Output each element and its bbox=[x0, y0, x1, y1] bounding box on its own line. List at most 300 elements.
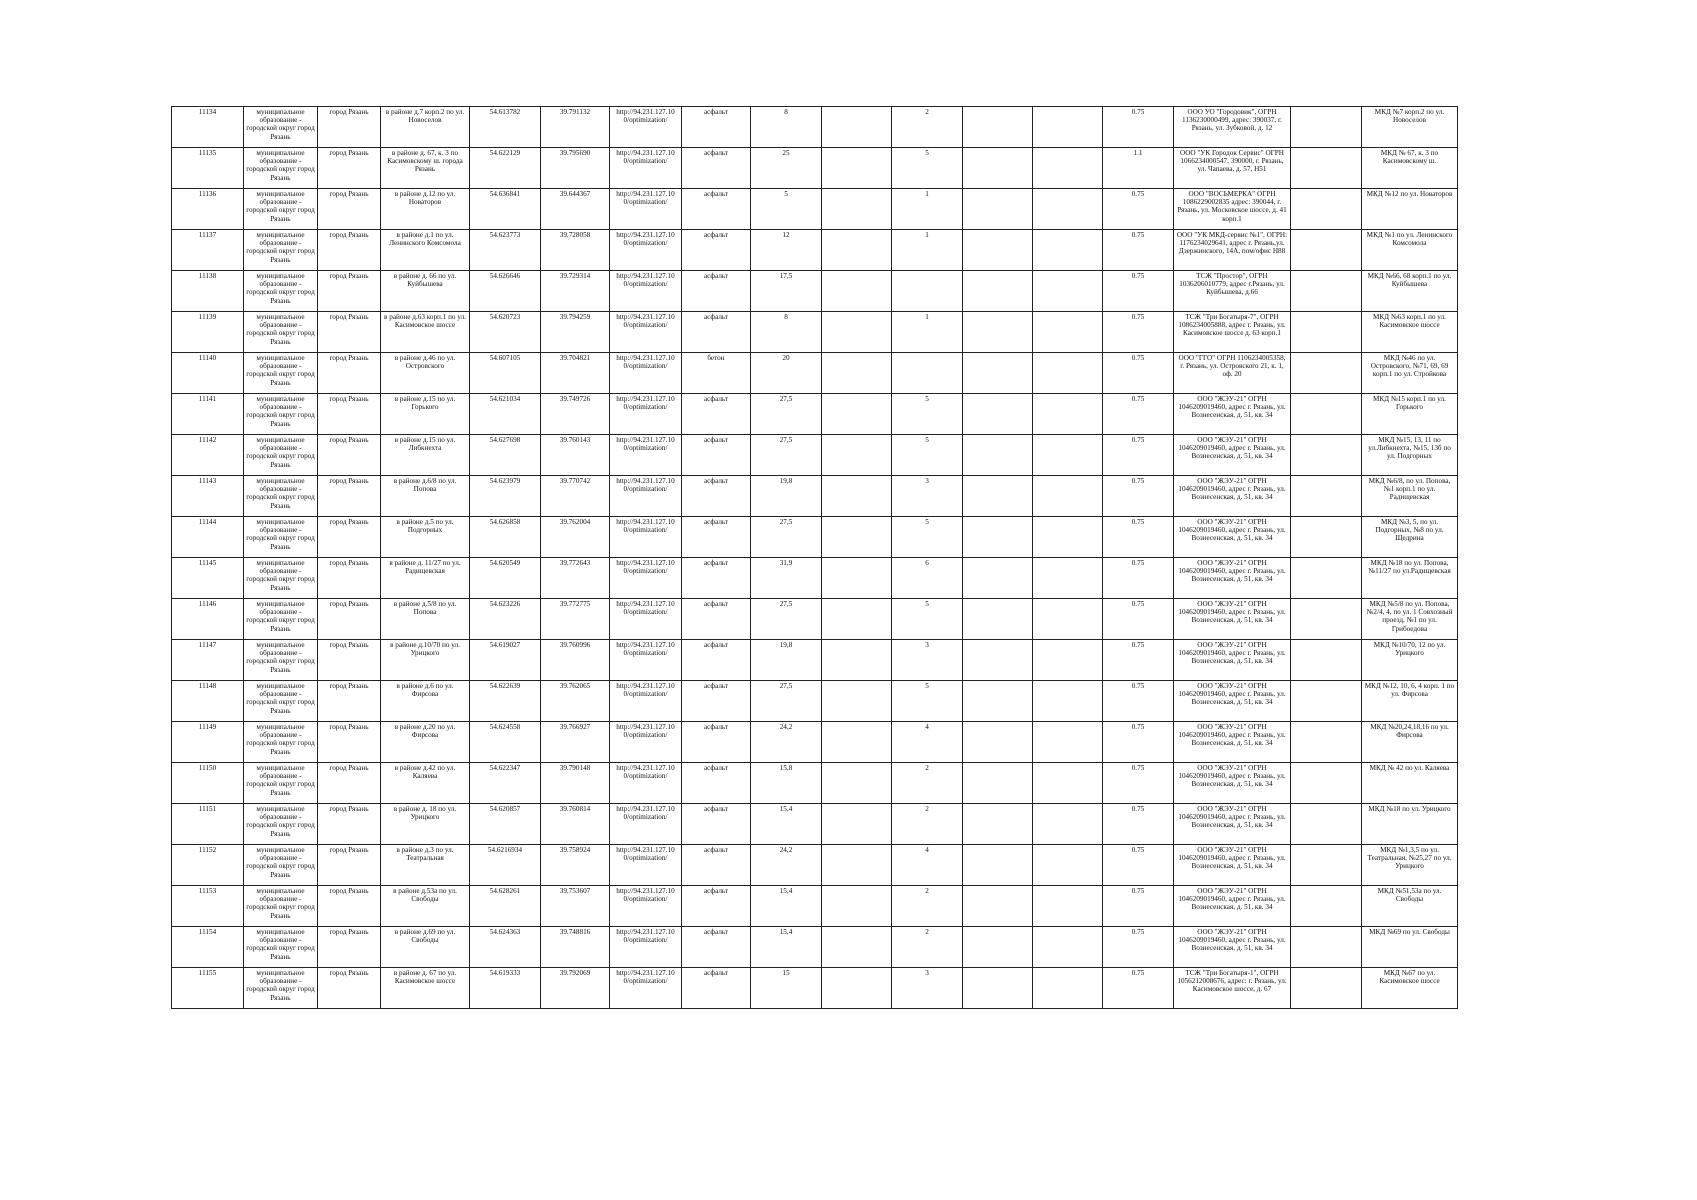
cell-url: http://94.231.127.10 0/optimization/ bbox=[610, 763, 682, 804]
cell-buildings: МКД №10/70, 12 по ул. Урицкого bbox=[1362, 640, 1458, 681]
cell-volume: 0.75 bbox=[1103, 763, 1174, 804]
cell-organization: ООО "ЖЭУ-21" ОГРН 1046209019460, адрес г. Рязань, ул. Вознесенская, д. 51, кв. 34 bbox=[1174, 558, 1291, 599]
cell-buildings: МКД №3, 5, по ул. Подгорных, №8 по ул. Щедрина bbox=[1362, 517, 1458, 558]
cell-address: в районе д.6 по ул. Фирсова bbox=[381, 681, 470, 722]
cell-empty bbox=[1033, 640, 1103, 681]
cell-empty bbox=[1291, 681, 1362, 722]
cell-volume: 0.75 bbox=[1103, 845, 1174, 886]
cell-municipality: муниципальное образование - городской округ город Рязань bbox=[244, 148, 318, 189]
cell-buildings: МКД №63 корп.1 по ул. Касимовское шоссе bbox=[1362, 312, 1458, 353]
cell-city: город Рязань bbox=[318, 435, 381, 476]
cell-municipality: муниципальное образование - городской округ город Рязань bbox=[244, 804, 318, 845]
cell-municipality: муниципальное образование - городской округ город Рязань bbox=[244, 558, 318, 599]
cell-empty bbox=[1291, 517, 1362, 558]
cell-empty bbox=[822, 230, 892, 271]
cell-id: 11152 bbox=[172, 845, 244, 886]
cell-city: город Рязань bbox=[318, 763, 381, 804]
cell-address: в районе д.20 по ул. Фирсова bbox=[381, 722, 470, 763]
cell-longitude: 39.766927 bbox=[541, 722, 610, 763]
cell-coverage: асфальт bbox=[682, 312, 751, 353]
cell-longitude: 39.644367 bbox=[541, 189, 610, 230]
cell-url: http://94.231.127.10 0/optimization/ bbox=[610, 722, 682, 763]
cell-city: город Рязань bbox=[318, 558, 381, 599]
cell-city: город Рязань bbox=[318, 476, 381, 517]
cell-municipality: муниципальное образование - городской округ город Рязань bbox=[244, 271, 318, 312]
cell-empty bbox=[963, 804, 1033, 845]
cell-container-count: 1 bbox=[892, 312, 963, 353]
cell-area: 27,5 bbox=[751, 517, 822, 558]
cell-volume: 0.75 bbox=[1103, 681, 1174, 722]
cell-empty bbox=[963, 968, 1033, 1009]
cell-address: в районе д.1 по ул. Ленинского Комсомола bbox=[381, 230, 470, 271]
cell-longitude: 39.704821 bbox=[541, 353, 610, 394]
cell-organization: ООО "ЖЭУ-21" ОГРН 1046209019460, адрес г. Рязань, ул. Вознесенская, д. 51, кв. 34 bbox=[1174, 476, 1291, 517]
cell-url: http://94.231.127.10 0/optimization/ bbox=[610, 312, 682, 353]
cell-url: http://94.231.127.10 0/optimization/ bbox=[610, 230, 682, 271]
cell-empty bbox=[963, 230, 1033, 271]
registry-table bbox=[171, 106, 1458, 1009]
cell-volume: 0.75 bbox=[1103, 968, 1174, 1009]
cell-volume: 0.75 bbox=[1103, 599, 1174, 640]
cell-organization: ООО "УК МКД-сервис №1", ОГРН: 1176234029641, адрес г. Рязань,ул. Дзержинского, 14А, пом/офис Н88 bbox=[1174, 230, 1291, 271]
cell-container-count: 2 bbox=[892, 886, 963, 927]
cell-id: 11136 bbox=[172, 189, 244, 230]
cell-container-count: 2 bbox=[892, 804, 963, 845]
cell-empty bbox=[1291, 845, 1362, 886]
cell-id: 11149 bbox=[172, 722, 244, 763]
cell-buildings: МКД №12, 10, 6, 4 корп. 1 по ул. Фирсова bbox=[1362, 681, 1458, 722]
cell-id: 11139 bbox=[172, 312, 244, 353]
cell-latitude: 54.636841 bbox=[470, 189, 541, 230]
cell-url: http://94.231.127.10 0/optimization/ bbox=[610, 107, 682, 148]
cell-empty bbox=[822, 107, 892, 148]
cell-organization: ТСЖ "Простор", ОГРН 1036206010779, адрес г.Рязань, ул. Куйбышева, д.66 bbox=[1174, 271, 1291, 312]
cell-municipality: муниципальное образование - городской округ город Рязань bbox=[244, 107, 318, 148]
cell-empty bbox=[1291, 804, 1362, 845]
cell-organization: ООО "ЖЭУ-21" ОГРН 1046209019460, адрес г. Рязань, ул. Вознесенская, д. 51, кв. 34 bbox=[1174, 435, 1291, 476]
cell-latitude: 54.613782 bbox=[470, 107, 541, 148]
cell-area: 20 bbox=[751, 353, 822, 394]
cell-container-count bbox=[892, 271, 963, 312]
cell-empty bbox=[1033, 599, 1103, 640]
cell-empty bbox=[1291, 599, 1362, 640]
cell-latitude: 54.621034 bbox=[470, 394, 541, 435]
cell-city: город Рязань bbox=[318, 640, 381, 681]
cell-empty bbox=[1033, 517, 1103, 558]
cell-latitude: 54.619027 bbox=[470, 640, 541, 681]
cell-municipality: муниципальное образование - городской округ город Рязань bbox=[244, 722, 318, 763]
cell-empty bbox=[963, 558, 1033, 599]
cell-organization: ООО "ЖЭУ-21" ОГРН 1046209019460, адрес г. Рязань, ул. Вознесенская, д. 51, кв. 34 bbox=[1174, 886, 1291, 927]
cell-url: http://94.231.127.10 0/optimization/ bbox=[610, 927, 682, 968]
cell-area: 15,4 bbox=[751, 804, 822, 845]
table-row bbox=[172, 722, 1458, 763]
cell-longitude: 39.760814 bbox=[541, 804, 610, 845]
cell-empty bbox=[1033, 681, 1103, 722]
cell-url: http://94.231.127.10 0/optimization/ bbox=[610, 148, 682, 189]
table-row bbox=[172, 927, 1458, 968]
table-row bbox=[172, 107, 1458, 148]
cell-coverage: асфальт bbox=[682, 599, 751, 640]
cell-empty bbox=[963, 394, 1033, 435]
cell-latitude: 54.620857 bbox=[470, 804, 541, 845]
cell-empty bbox=[1291, 312, 1362, 353]
cell-id: 11145 bbox=[172, 558, 244, 599]
cell-empty bbox=[1033, 804, 1103, 845]
cell-municipality: муниципальное образование - городской округ город Рязань bbox=[244, 927, 318, 968]
cell-container-count: 3 bbox=[892, 640, 963, 681]
cell-empty bbox=[1033, 189, 1103, 230]
cell-id: 11134 bbox=[172, 107, 244, 148]
cell-buildings: МКД №5/8 по ул. Попова, №2/4, 4, по ул. 1 Совхозный проезд, №1 по ул. Грибоедова bbox=[1362, 599, 1458, 640]
cell-empty bbox=[822, 312, 892, 353]
cell-organization: ООО "ГГО" ОГРН 1106234005358, г. Рязань, ул. Островского 21, к. 1, оф. 20 bbox=[1174, 353, 1291, 394]
cell-organization: ООО "ЖЭУ-21" ОГРН 1046209019460, адрес г. Рязань, ул. Вознесенская, д. 51, кв. 34 bbox=[1174, 599, 1291, 640]
table-row bbox=[172, 189, 1458, 230]
cell-buildings: МКД №7 корп.2 по ул. Новоселов bbox=[1362, 107, 1458, 148]
cell-empty bbox=[963, 353, 1033, 394]
cell-empty bbox=[1033, 271, 1103, 312]
cell-coverage: бетон bbox=[682, 353, 751, 394]
cell-url: http://94.231.127.10 0/optimization/ bbox=[610, 476, 682, 517]
cell-url: http://94.231.127.10 0/optimization/ bbox=[610, 271, 682, 312]
table-row bbox=[172, 394, 1458, 435]
table-row bbox=[172, 886, 1458, 927]
cell-coverage: асфальт bbox=[682, 681, 751, 722]
table-row bbox=[172, 599, 1458, 640]
cell-organization: ООО "ЖЭУ-21" ОГРН 1046209019460, адрес г. Рязань, ул. Вознесенская, д. 51, кв. 34 bbox=[1174, 681, 1291, 722]
cell-empty bbox=[963, 763, 1033, 804]
cell-empty bbox=[822, 353, 892, 394]
cell-empty bbox=[822, 476, 892, 517]
cell-url: http://94.231.127.10 0/optimization/ bbox=[610, 845, 682, 886]
cell-area: 27,5 bbox=[751, 599, 822, 640]
cell-empty bbox=[1291, 886, 1362, 927]
cell-municipality: муниципальное образование - городской округ город Рязань bbox=[244, 886, 318, 927]
cell-city: город Рязань bbox=[318, 312, 381, 353]
cell-container-count: 2 bbox=[892, 763, 963, 804]
cell-url: http://94.231.127.10 0/optimization/ bbox=[610, 804, 682, 845]
cell-id: 11135 bbox=[172, 148, 244, 189]
cell-area: 25 bbox=[751, 148, 822, 189]
cell-volume: 0.75 bbox=[1103, 394, 1174, 435]
cell-latitude: 54.619333 bbox=[470, 968, 541, 1009]
cell-empty bbox=[1033, 886, 1103, 927]
cell-container-count: 5 bbox=[892, 517, 963, 558]
cell-longitude: 39.729314 bbox=[541, 271, 610, 312]
cell-area: 8 bbox=[751, 312, 822, 353]
cell-container-count: 6 bbox=[892, 558, 963, 599]
cell-url: http://94.231.127.10 0/optimization/ bbox=[610, 968, 682, 1009]
cell-url: http://94.231.127.10 0/optimization/ bbox=[610, 640, 682, 681]
table-row bbox=[172, 230, 1458, 271]
table-row bbox=[172, 763, 1458, 804]
cell-latitude: 54.626646 bbox=[470, 271, 541, 312]
cell-id: 11147 bbox=[172, 640, 244, 681]
cell-container-count: 4 bbox=[892, 845, 963, 886]
cell-organization: ТСЖ "Три Богатыря-1", ОГРН 1056212008676, адрес: г. Рязань, ул. Касимовское шоссе, д. 67 bbox=[1174, 968, 1291, 1009]
cell-empty bbox=[822, 394, 892, 435]
cell-id: 11150 bbox=[172, 763, 244, 804]
cell-address: в районе д.7 корп.2 по ул. Новоселов bbox=[381, 107, 470, 148]
cell-area: 24,2 bbox=[751, 722, 822, 763]
cell-empty bbox=[1033, 763, 1103, 804]
cell-id: 11146 bbox=[172, 599, 244, 640]
cell-url: http://94.231.127.10 0/optimization/ bbox=[610, 599, 682, 640]
cell-city: город Рязань bbox=[318, 107, 381, 148]
cell-address: в районе д.10/70 по ул. Урицкого bbox=[381, 640, 470, 681]
cell-volume: 0.75 bbox=[1103, 107, 1174, 148]
cell-empty bbox=[963, 640, 1033, 681]
cell-empty bbox=[1291, 763, 1362, 804]
table-row bbox=[172, 640, 1458, 681]
cell-address: в районе д.69 по ул. Свободы bbox=[381, 927, 470, 968]
cell-municipality: муниципальное образование - городской округ город Рязань bbox=[244, 312, 318, 353]
cell-coverage: асфальт bbox=[682, 804, 751, 845]
cell-id: 11143 bbox=[172, 476, 244, 517]
cell-buildings: МКД №46 по ул. Островского, №71, 69, 69 корп.1 по ул. Стройкова bbox=[1362, 353, 1458, 394]
cell-city: город Рязань bbox=[318, 599, 381, 640]
cell-empty bbox=[1291, 927, 1362, 968]
cell-url: http://94.231.127.10 0/optimization/ bbox=[610, 558, 682, 599]
cell-address: в районе д. 67, к. 3 по Касимовскому ш. города Рязань bbox=[381, 148, 470, 189]
cell-area: 15,8 bbox=[751, 763, 822, 804]
cell-id: 11155 bbox=[172, 968, 244, 1009]
cell-address: в районе д. 11/27 по ул. Радищевская bbox=[381, 558, 470, 599]
cell-id: 11142 bbox=[172, 435, 244, 476]
cell-longitude: 39.758924 bbox=[541, 845, 610, 886]
cell-city: город Рязань bbox=[318, 681, 381, 722]
cell-url: http://94.231.127.10 0/optimization/ bbox=[610, 394, 682, 435]
cell-buildings: МКД №67 по ул. Касимовское шоссе bbox=[1362, 968, 1458, 1009]
cell-empty bbox=[822, 517, 892, 558]
cell-coverage: асфальт bbox=[682, 927, 751, 968]
cell-area: 5 bbox=[751, 189, 822, 230]
cell-latitude: 54.624363 bbox=[470, 927, 541, 968]
cell-address: в районе д.63 корп.1 по ул. Касимовское шоссе bbox=[381, 312, 470, 353]
cell-container-count: 4 bbox=[892, 722, 963, 763]
cell-latitude: 54.628261 bbox=[470, 886, 541, 927]
cell-coverage: асфальт bbox=[682, 722, 751, 763]
cell-city: город Рязань bbox=[318, 517, 381, 558]
cell-container-count: 3 bbox=[892, 968, 963, 1009]
cell-buildings: МКД № 67, к. 3 по Касимовскому ш. bbox=[1362, 148, 1458, 189]
cell-municipality: муниципальное образование - городской округ город Рязань bbox=[244, 435, 318, 476]
cell-organization: ООО "ЖЭУ-21" ОГРН 1046209019460, адрес г. Рязань, ул. Вознесенская, д. 51, кв. 34 bbox=[1174, 394, 1291, 435]
cell-longitude: 39.794259 bbox=[541, 312, 610, 353]
cell-longitude: 39.760996 bbox=[541, 640, 610, 681]
cell-coverage: асфальт bbox=[682, 886, 751, 927]
cell-longitude: 39.728058 bbox=[541, 230, 610, 271]
cell-organization: ООО "ЖЭУ-21" ОГРН 1046209019460, адрес г. Рязань, ул. Вознесенская, д. 51, кв. 34 bbox=[1174, 845, 1291, 886]
cell-city: город Рязань bbox=[318, 353, 381, 394]
cell-empty bbox=[822, 804, 892, 845]
cell-organization: ООО "ЖЭУ-21" ОГРН 1046209019460, адрес г. Рязань, ул. Вознесенская, д. 51, кв. 34 bbox=[1174, 763, 1291, 804]
cell-empty bbox=[1291, 968, 1362, 1009]
cell-buildings: МКД №12 по ул. Новаторов bbox=[1362, 189, 1458, 230]
cell-coverage: асфальт bbox=[682, 107, 751, 148]
cell-empty bbox=[822, 886, 892, 927]
cell-area: 15 bbox=[751, 968, 822, 1009]
cell-longitude: 39.792069 bbox=[541, 968, 610, 1009]
cell-municipality: муниципальное образование - городской округ город Рязань bbox=[244, 845, 318, 886]
cell-latitude: 54.623979 bbox=[470, 476, 541, 517]
cell-organization: ТСЖ "Три Богатыря-7", ОГРН 1086234005888, адрес г. Рязань, ул. Касимовское шоссе д. 63 корп.1 bbox=[1174, 312, 1291, 353]
cell-empty bbox=[822, 927, 892, 968]
cell-empty bbox=[963, 517, 1033, 558]
cell-longitude: 39.791132 bbox=[541, 107, 610, 148]
cell-municipality: муниципальное образование - городской округ город Рязань bbox=[244, 476, 318, 517]
table-row bbox=[172, 517, 1458, 558]
cell-empty bbox=[1291, 558, 1362, 599]
cell-organization: ООО "ЖЭУ-21" ОГРН 1046209019460, адрес г. Рязань, ул. Вознесенская, д. 51, кв. 34 bbox=[1174, 804, 1291, 845]
table-row bbox=[172, 435, 1458, 476]
cell-area: 15,4 bbox=[751, 927, 822, 968]
cell-volume: 0.75 bbox=[1103, 312, 1174, 353]
cell-municipality: муниципальное образование - городской округ город Рязань bbox=[244, 681, 318, 722]
cell-empty bbox=[822, 722, 892, 763]
cell-empty bbox=[1033, 107, 1103, 148]
cell-address: в районе д.15 по ул. Либкнехта bbox=[381, 435, 470, 476]
cell-buildings: МКД №69 по ул. Свободы bbox=[1362, 927, 1458, 968]
cell-empty bbox=[1033, 353, 1103, 394]
cell-empty bbox=[963, 599, 1033, 640]
cell-empty bbox=[822, 968, 892, 1009]
cell-empty bbox=[963, 435, 1033, 476]
cell-city: город Рязань bbox=[318, 189, 381, 230]
cell-organization: ООО "ВОСЬМЕРКА" ОГРН 1086229002835 адрес: 390044, г. Рязань, ул. Московское шоссе, д. 41 корп.1 bbox=[1174, 189, 1291, 230]
cell-id: 11140 bbox=[172, 353, 244, 394]
cell-empty bbox=[1033, 927, 1103, 968]
cell-empty bbox=[822, 148, 892, 189]
cell-id: 11137 bbox=[172, 230, 244, 271]
cell-id: 11141 bbox=[172, 394, 244, 435]
cell-address: в районе д.15 по ул. Горького bbox=[381, 394, 470, 435]
cell-municipality: муниципальное образование - городской округ город Рязань bbox=[244, 189, 318, 230]
cell-empty bbox=[963, 107, 1033, 148]
cell-coverage: асфальт bbox=[682, 558, 751, 599]
cell-longitude: 39.760143 bbox=[541, 435, 610, 476]
cell-address: в районе д.5 по ул. Подгорных bbox=[381, 517, 470, 558]
table-row bbox=[172, 968, 1458, 1009]
cell-empty bbox=[963, 681, 1033, 722]
cell-empty bbox=[1033, 312, 1103, 353]
cell-buildings: МКД №1,3,5 по ул. Театральная, №25,27 по ул. Урицкого bbox=[1362, 845, 1458, 886]
cell-area: 27,5 bbox=[751, 435, 822, 476]
cell-buildings: МКД №66, 68 корп.1 по ул. Куйбышева bbox=[1362, 271, 1458, 312]
cell-address: в районе д. 18 по ул. Урицкого bbox=[381, 804, 470, 845]
cell-municipality: муниципальное образование - городской округ город Рязань bbox=[244, 353, 318, 394]
cell-volume: 1.1 bbox=[1103, 148, 1174, 189]
cell-latitude: 54.623773 bbox=[470, 230, 541, 271]
cell-empty bbox=[1291, 353, 1362, 394]
cell-empty bbox=[1033, 148, 1103, 189]
cell-empty bbox=[1291, 722, 1362, 763]
cell-address: в районе д.6/8 по ул. Попова bbox=[381, 476, 470, 517]
cell-area: 17,5 bbox=[751, 271, 822, 312]
cell-empty bbox=[963, 722, 1033, 763]
cell-organization: ООО "ЖЭУ-21" ОГРН 1046209019460, адрес г. Рязань, ул. Вознесенская, д. 51, кв. 34 bbox=[1174, 517, 1291, 558]
cell-organization: ООО "ЖЭУ-21" ОГРН 1046209019460, адрес г. Рязань, ул. Вознесенская, д. 51, кв. 34 bbox=[1174, 927, 1291, 968]
cell-container-count: 5 bbox=[892, 148, 963, 189]
cell-id: 11151 bbox=[172, 804, 244, 845]
cell-empty bbox=[963, 189, 1033, 230]
cell-coverage: асфальт bbox=[682, 435, 751, 476]
cell-empty bbox=[963, 927, 1033, 968]
cell-area: 19,8 bbox=[751, 640, 822, 681]
table-row bbox=[172, 476, 1458, 517]
cell-longitude: 39.795690 bbox=[541, 148, 610, 189]
cell-id: 11153 bbox=[172, 886, 244, 927]
cell-latitude: 54.620549 bbox=[470, 558, 541, 599]
cell-organization: ООО УО "Городовик", ОГРН 1136230000499, адрес: 390037, г. Рязань, ул. Зубковой, д. 12 bbox=[1174, 107, 1291, 148]
cell-empty bbox=[822, 681, 892, 722]
table-row bbox=[172, 312, 1458, 353]
cell-id: 11148 bbox=[172, 681, 244, 722]
cell-address: в районе д. 67 по ул. Касимовское шоссе bbox=[381, 968, 470, 1009]
cell-buildings: МКД №51,53а по ул. Свободы bbox=[1362, 886, 1458, 927]
cell-url: http://94.231.127.10 0/optimization/ bbox=[610, 435, 682, 476]
cell-coverage: асфальт bbox=[682, 763, 751, 804]
cell-city: город Рязань bbox=[318, 845, 381, 886]
cell-latitude: 54.622639 bbox=[470, 681, 541, 722]
cell-city: город Рязань bbox=[318, 271, 381, 312]
cell-volume: 0.75 bbox=[1103, 271, 1174, 312]
cell-buildings: МКД №15, 13, 11 по ул.Либкнехта, №15, 13б по ул. Подгорных bbox=[1362, 435, 1458, 476]
cell-empty bbox=[822, 435, 892, 476]
cell-buildings: МКД №18 по ул. Урицкого bbox=[1362, 804, 1458, 845]
table-row bbox=[172, 804, 1458, 845]
cell-empty bbox=[822, 558, 892, 599]
cell-area: 12 bbox=[751, 230, 822, 271]
cell-coverage: асфальт bbox=[682, 189, 751, 230]
cell-municipality: муниципальное образование - городской округ город Рязань bbox=[244, 517, 318, 558]
cell-empty bbox=[963, 845, 1033, 886]
cell-area: 15,4 bbox=[751, 886, 822, 927]
cell-longitude: 39.772643 bbox=[541, 558, 610, 599]
table-row bbox=[172, 271, 1458, 312]
cell-buildings: МКД №15 корп.1 по ул. Горького bbox=[1362, 394, 1458, 435]
cell-container-count: 5 bbox=[892, 681, 963, 722]
cell-empty bbox=[1033, 230, 1103, 271]
cell-latitude: 54.623226 bbox=[470, 599, 541, 640]
cell-empty bbox=[822, 845, 892, 886]
cell-volume: 0.75 bbox=[1103, 517, 1174, 558]
cell-municipality: муниципальное образование - городской округ город Рязань bbox=[244, 599, 318, 640]
cell-buildings: МКД № 42 по ул. Каляева bbox=[1362, 763, 1458, 804]
table-row bbox=[172, 353, 1458, 394]
cell-volume: 0.75 bbox=[1103, 927, 1174, 968]
cell-empty bbox=[822, 763, 892, 804]
cell-empty bbox=[1033, 722, 1103, 763]
cell-volume: 0.75 bbox=[1103, 230, 1174, 271]
cell-organization: ООО "УК Городок Сервис" ОГРН 1066234000547, 390000, г. Рязань, ул. Чапаева, д. 57, Н51 bbox=[1174, 148, 1291, 189]
cell-municipality: муниципальное образование - городской округ город Рязань bbox=[244, 763, 318, 804]
cell-address: в районе д.42 по ул. Каляева bbox=[381, 763, 470, 804]
cell-municipality: муниципальное образование - городской округ город Рязань bbox=[244, 968, 318, 1009]
cell-coverage: асфальт bbox=[682, 271, 751, 312]
cell-longitude: 39.770742 bbox=[541, 476, 610, 517]
cell-empty bbox=[1033, 435, 1103, 476]
cell-municipality: муниципальное образование - городской округ город Рязань bbox=[244, 640, 318, 681]
cell-volume: 0.75 bbox=[1103, 722, 1174, 763]
cell-city: город Рязань bbox=[318, 927, 381, 968]
cell-city: город Рязань bbox=[318, 148, 381, 189]
cell-empty bbox=[1291, 271, 1362, 312]
cell-address: в районе д.12 по ул. Новаторов bbox=[381, 189, 470, 230]
cell-coverage: асфальт bbox=[682, 640, 751, 681]
cell-area: 19,8 bbox=[751, 476, 822, 517]
